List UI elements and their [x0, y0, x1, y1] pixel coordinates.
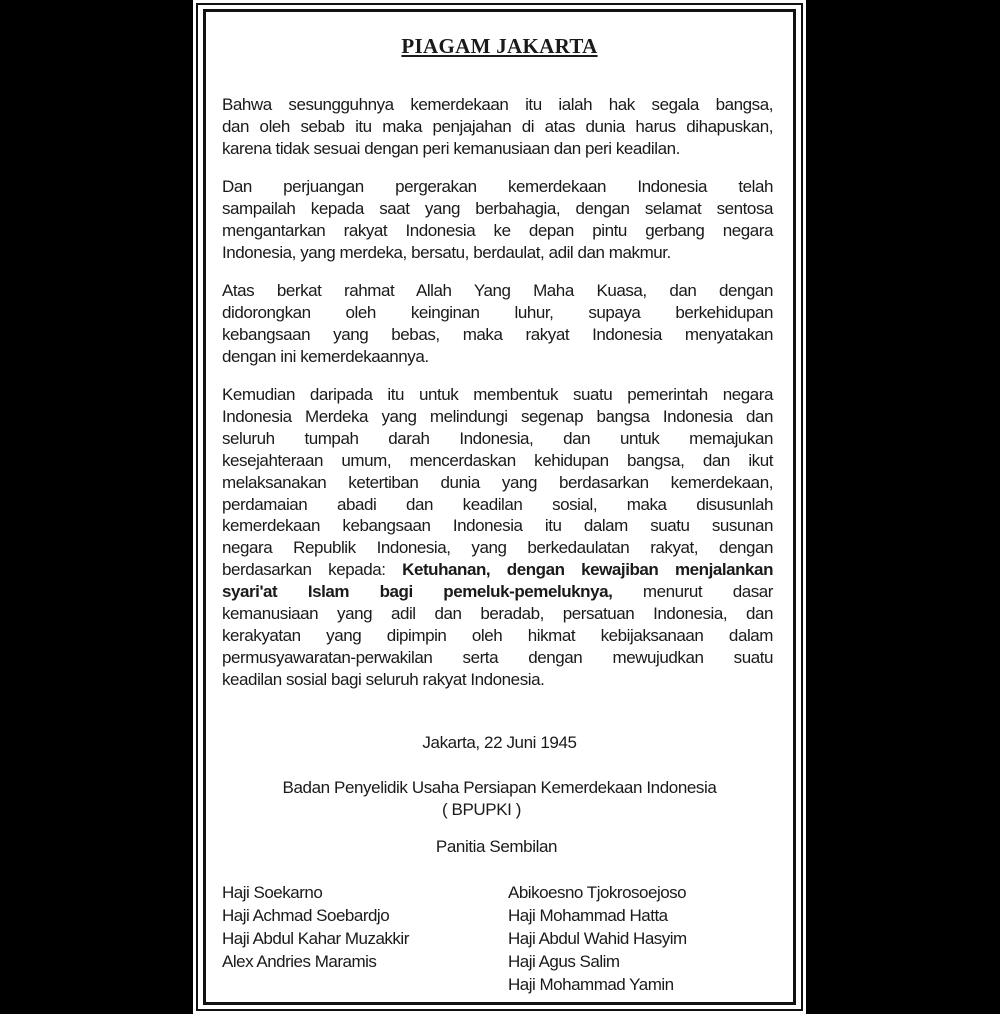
- line: kemerdekaan kebangsaan Indonesia itu dalam suatu susunan: [222, 516, 773, 536]
- line: sampailah kepada saat yang berbahagia, dengan selamat sentosa: [222, 198, 773, 218]
- line: Indonesia, yang merdeka, bersatu, berdaulat, adil dan makmur.: [222, 242, 671, 262]
- line: kerakyatan yang dipimpin oleh hikmat kebijaksanaan dalam: [222, 625, 773, 645]
- paragraph-1: [222, 94, 773, 160]
- line: keadilan sosial bagi seluruh rakyat Indonesia.: [222, 669, 545, 689]
- line: didorongkan oleh keinginan luhur, supaya berkehidupan: [222, 302, 773, 322]
- signatory: Haji Agus Salim: [508, 952, 620, 971]
- line: kemanusiaan yang adil dan beradab, persatuan Indonesia, dan: [222, 604, 773, 624]
- line: dengan ini kemerdekaannya.: [222, 346, 429, 366]
- signatory: Haji Abdul Kahar Muzakkir: [222, 929, 409, 948]
- signatory: Haji Mohammad Hatta: [508, 906, 668, 925]
- line: mengantarkan rakyat Indonesia ke depan pintu gerbang negara: [222, 220, 773, 240]
- line: Indonesia Merdeka yang melindungi segenap bangsa Indonesia dan: [222, 406, 773, 426]
- signatory: Abikoesno Tjokrosoejoso: [508, 883, 687, 902]
- line: Kemudian daripada itu untuk membentuk suatu pemerintah negara: [222, 385, 773, 404]
- line: dan oleh sebab itu maka penjajahan di atas dunia harus dihapuskan,: [222, 116, 773, 136]
- bold-text: Ketuhanan, dengan kewajiban menjalankan: [402, 560, 774, 580]
- line: Atas berkat rahmat Allah Yang Maha Kuasa, dan dengan: [222, 281, 773, 300]
- paragraph-4: [222, 384, 773, 691]
- bold-text: syari'at Islam bagi pemeluk-pemeluknya,: [222, 582, 613, 602]
- signatory: Haji Achmad Soebardjo: [222, 906, 390, 925]
- committee-name: Panitia Sembilan: [435, 837, 558, 856]
- document-page: [193, 0, 806, 1014]
- signatory: Haji Mohammad Yamin: [508, 975, 674, 994]
- paragraph-2: [222, 176, 773, 264]
- body-abbreviation: ( BPUPKI ): [441, 800, 522, 819]
- line: karena tidak sesuai dengan peri kemanusiaan dan peri keadilan.: [222, 138, 680, 158]
- signatory: Haji Abdul Wahid Hasyim: [508, 929, 687, 948]
- signatories-left: [222, 881, 409, 973]
- place-date: Jakarta, 22 Juni 1945: [422, 733, 577, 752]
- paragraph-3: [222, 280, 773, 368]
- line: Bahwa sesungguhnya kemerdekaan itu ialah hak segala bangsa,: [222, 95, 773, 114]
- body-name: Badan Penyelidik Usaha Persiapan Kemerdekaan Indonesia: [282, 778, 717, 797]
- signatory: Haji Soekarno: [222, 883, 323, 902]
- line: seluruh tumpah darah Indonesia, dan untuk memajukan: [222, 428, 773, 448]
- line: permusyawaratan-perwakilan serta dengan mewujudkan suatu: [222, 647, 773, 667]
- line: negara Republik Indonesia, yang berkedaulatan rakyat, dengan: [222, 538, 773, 558]
- line: Dan perjuangan pergerakan kemerdekaan Indonesia telah: [222, 177, 773, 196]
- line-text: berdasarkan kepada:: [222, 560, 403, 580]
- line-text: menurut dasar: [612, 582, 773, 602]
- signatories-right: [508, 881, 687, 996]
- line: kesejahteraan umum, mencerdaskan kehidupan bangsa, dan ikut: [222, 450, 773, 470]
- line: melaksanakan ketertiban dunia yang berdasarkan kemerdekaan,: [222, 472, 773, 492]
- line: [222, 559, 773, 581]
- line: [222, 581, 773, 603]
- line: kebangsaan yang bebas, maka rakyat Indonesia menyatakan: [222, 324, 773, 344]
- signatory: Alex Andries Maramis: [222, 952, 377, 971]
- document-title: PIAGAM JAKARTA: [401, 34, 598, 58]
- line: perdamaian abadi dan keadilan sosial, maka disusunlah: [222, 494, 773, 514]
